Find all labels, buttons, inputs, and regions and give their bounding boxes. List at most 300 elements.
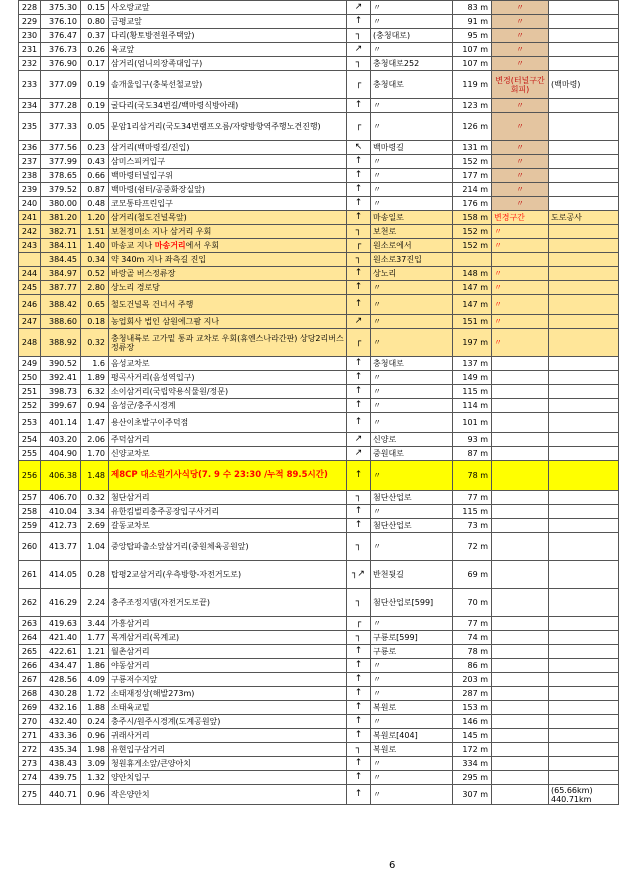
row-number: 240 [19,197,41,211]
route-description: 갈동교차로 [109,519,347,533]
route-description: 삼거리(백마령길/진입) [109,141,347,155]
road-name: 원소로에서 [371,239,453,253]
cumulative-distance: 388.42 [41,295,81,315]
next-distance: 146 m [453,715,492,729]
direction-arrow-icon: ┐ [347,589,371,617]
extra-note [549,371,619,385]
cumulative-distance: 378.65 [41,169,81,183]
next-distance: 214 m [453,183,492,197]
table-row [19,29,619,43]
route-tail: 에서 우회 [185,241,220,250]
table-row [19,701,619,715]
table-row [19,757,619,771]
route-description: 청원휴게소앞/큰양아치 [109,757,347,771]
extra-note [549,433,619,447]
segment-distance: 0.28 [81,561,109,589]
direction-arrow-icon: ↑ [347,505,371,519]
segment-distance: 0.43 [81,155,109,169]
route-description: 다리(황토방전원주택앞) [109,29,347,43]
row-number: 230 [19,29,41,43]
segment-distance: 0.19 [81,99,109,113]
road-name: 〃 [371,757,453,771]
direction-arrow-icon: ↑ [347,267,371,281]
row-number: 256 [19,461,41,491]
segment-distance: 3.44 [81,617,109,631]
row-number: 274 [19,771,41,785]
table-row [19,225,619,239]
extra-note [549,631,619,645]
route-description: 탑평2교삼거리(우측방향-자전거도로) [109,561,347,589]
route-text: 마송교 지나 [111,241,153,250]
extra-note [549,169,619,183]
extra-note [549,519,619,533]
extra-note [549,673,619,687]
note-cell [492,385,549,399]
cumulative-distance: 406.70 [41,491,81,505]
segment-distance: 0.34 [81,253,109,267]
road-name: 상노리 [371,267,453,281]
row-number: 241 [19,211,41,225]
route-description: 평곡사거리(음성역입구) [109,371,347,385]
row-number: 228 [19,1,41,15]
table-row [19,561,619,589]
note-cell [492,461,549,491]
extra-note [549,743,619,757]
segment-distance: 0.37 [81,29,109,43]
segment-distance: 0.05 [81,113,109,141]
row-number: 235 [19,113,41,141]
extra-note: (65.66km) 440.71km [549,785,619,805]
cumulative-distance: 410.04 [41,505,81,519]
note-cell [492,757,549,771]
next-distance: 123 m [453,99,492,113]
direction-arrow-icon: ↑ [347,169,371,183]
table-row [19,197,619,211]
row-number: 275 [19,785,41,805]
direction-arrow-icon: ↑ [347,673,371,687]
next-distance: 95 m [453,29,492,43]
direction-arrow-icon: ↑ [347,281,371,295]
note-cell: 〃 [492,197,549,211]
direction-arrow-icon: ↑ [347,155,371,169]
cumulative-distance: 401.14 [41,413,81,433]
cumulative-distance: 377.28 [41,99,81,113]
next-distance: 153 m [453,701,492,715]
road-name: 〃 [371,1,453,15]
segment-distance: 0.15 [81,1,109,15]
row-number: 245 [19,281,41,295]
route-description [109,239,347,253]
direction-arrow-icon: ↗ [347,1,371,15]
road-name: 〃 [371,673,453,687]
cumulative-distance: 380.00 [41,197,81,211]
road-name: 〃 [371,155,453,169]
segment-distance: 0.80 [81,15,109,29]
route-description: 삼미스피커입구 [109,155,347,169]
road-name: 〃 [371,197,453,211]
note-cell: 〃 [492,141,549,155]
note-cell [492,631,549,645]
cumulative-distance: 377.99 [41,155,81,169]
route-description: 용산이초발구이주덕점 [109,413,347,433]
note-cell: 〃 [492,15,549,29]
note-cell: 〃 [492,225,549,239]
direction-arrow-icon: ┌ [347,329,371,357]
segment-distance: 1.6 [81,357,109,371]
road-name: 〃 [371,505,453,519]
cumulative-distance: 377.56 [41,141,81,155]
route-description: 농업회사 법인 삼원에그팜 지나 [109,315,347,329]
direction-arrow-icon: ↑ [347,659,371,673]
direction-arrow-icon: ↑ [347,701,371,715]
segment-distance: 0.19 [81,71,109,99]
next-distance: 115 m [453,505,492,519]
road-name: 〃 [371,385,453,399]
table-row [19,617,619,631]
extra-note [549,315,619,329]
cumulative-distance: 430.28 [41,687,81,701]
direction-arrow-icon: ↗ [347,447,371,461]
route-description: 사오랑교앞 [109,1,347,15]
segment-distance: 0.24 [81,715,109,729]
road-name: 구룡로 [371,645,453,659]
table-row [19,295,619,315]
direction-arrow-icon: ↑ [347,413,371,433]
extra-note [549,113,619,141]
table-row [19,673,619,687]
table-row [19,155,619,169]
road-name: 중원대로 [371,447,453,461]
road-name: 마송일로 [371,211,453,225]
segment-distance: 1.77 [81,631,109,645]
next-distance: 137 m [453,357,492,371]
next-distance: 152 m [453,225,492,239]
extra-note [549,239,619,253]
row-number: 264 [19,631,41,645]
cumulative-distance: 432.16 [41,701,81,715]
extra-note [549,15,619,29]
note-cell [492,785,549,805]
next-distance: 86 m [453,659,492,673]
cumulative-distance: 414.05 [41,561,81,589]
note-cell [492,617,549,631]
note-cell: 〃 [492,315,549,329]
note-cell: 변경(터널구간회피) [492,71,549,99]
table-row [19,169,619,183]
extra-note [549,43,619,57]
road-name: 충청대로 [371,357,453,371]
direction-arrow-icon: ↑ [347,357,371,371]
extra-note: 도로공사 [549,211,619,225]
note-cell: 〃 [492,99,549,113]
road-name: 〃 [371,771,453,785]
row-number: 246 [19,295,41,315]
note-cell: 〃 [492,329,549,357]
route-description: 신양교차로 [109,447,347,461]
table-row [19,519,619,533]
segment-distance: 1.32 [81,771,109,785]
row-number: 249 [19,357,41,371]
note-cell: 〃 [492,43,549,57]
route-description: 첨단삼거리 [109,491,347,505]
extra-note [549,645,619,659]
direction-arrow-icon: ↑ [347,211,371,225]
next-distance: 114 m [453,399,492,413]
route-description: 약 340m 지나 좌측길 진입 [109,253,347,267]
table-row [19,771,619,785]
row-number: 266 [19,659,41,673]
cumulative-distance: 439.75 [41,771,81,785]
cumulative-distance: 387.77 [41,281,81,295]
road-name: 〃 [371,785,453,805]
table-row [19,589,619,617]
next-distance: 119 m [453,71,492,99]
extra-note [549,399,619,413]
note-cell [492,645,549,659]
cumulative-distance: 384.11 [41,239,81,253]
road-name: 〃 [371,715,453,729]
cumulative-distance: 432.40 [41,715,81,729]
direction-arrow-icon: ↑ [347,461,371,491]
segment-distance: 1.72 [81,687,109,701]
cumulative-distance: 419.63 [41,617,81,631]
extra-note [549,533,619,561]
row-number: 262 [19,589,41,617]
next-distance: 149 m [453,371,492,385]
segment-distance: 2.80 [81,281,109,295]
row-number: 243 [19,239,41,253]
table-row [19,433,619,447]
route-description: 가흥삼거리 [109,617,347,631]
table-row [19,645,619,659]
route-description: 구룡저수지앞 [109,673,347,687]
table-row [19,141,619,155]
route-description: 육교앞 [109,43,347,57]
cumulative-distance: 440.71 [41,785,81,805]
next-distance: 101 m [453,413,492,433]
route-description: 삼거리(엄니의장족대입구) [109,57,347,71]
road-name: 첨단산업로 [371,519,453,533]
note-cell [492,447,549,461]
route-description: 상노리 경로당 [109,281,347,295]
cumulative-distance: 416.29 [41,589,81,617]
table-row [19,371,619,385]
road-name: 첨단산업로[599] [371,589,453,617]
next-distance: 77 m [453,617,492,631]
row-number: 257 [19,491,41,505]
table-row [19,743,619,757]
segment-distance: 3.09 [81,757,109,771]
note-cell: 〃 [492,239,549,253]
segment-distance: 0.48 [81,197,109,211]
next-distance: 145 m [453,729,492,743]
segment-distance: 2.24 [81,589,109,617]
note-cell [492,561,549,589]
extra-note [549,281,619,295]
road-name: 〃 [371,371,453,385]
segment-distance: 0.52 [81,267,109,281]
road-name: 충청대로252 [371,57,453,71]
segment-distance: 1.04 [81,533,109,561]
direction-arrow-icon: ┐ [347,743,371,757]
road-name: 신양로 [371,433,453,447]
direction-arrow-icon: ↑ [347,371,371,385]
next-distance: 158 m [453,211,492,225]
next-distance: 77 m [453,491,492,505]
row-number: 259 [19,519,41,533]
route-description: 귀래사거리 [109,729,347,743]
route-description: 백마령터널입구위 [109,169,347,183]
segment-distance: 2.06 [81,433,109,447]
direction-arrow-icon: ┐ [347,533,371,561]
segment-distance: 0.23 [81,141,109,155]
segment-distance: 0.26 [81,43,109,57]
direction-arrow-icon: ↑ [347,183,371,197]
direction-arrow-icon: ↑ [347,99,371,113]
row-number: 233 [19,71,41,99]
road-name: (충청대로) [371,29,453,43]
next-distance: 131 m [453,141,492,155]
row-number: 254 [19,433,41,447]
table-row [19,399,619,413]
note-cell [492,589,549,617]
road-name: 반천뒷길 [371,561,453,589]
route-description: 바랑골 버스정류장 [109,267,347,281]
note-cell: 〃 [492,295,549,315]
segment-distance: 0.94 [81,399,109,413]
note-cell [492,505,549,519]
row-number: 252 [19,399,41,413]
next-distance: 177 m [453,169,492,183]
cumulative-distance: 404.90 [41,447,81,461]
note-cell [492,399,549,413]
next-distance: 69 m [453,561,492,589]
next-distance: 176 m [453,197,492,211]
direction-arrow-icon: ↑ [347,757,371,771]
next-distance: 91 m [453,15,492,29]
road-name: 복원로 [371,701,453,715]
table-row [19,99,619,113]
page-number: 6 [389,860,396,871]
note-cell [492,371,549,385]
table-row [19,211,619,225]
direction-arrow-icon: ↗ [347,43,371,57]
direction-arrow-icon: ↑ [347,385,371,399]
cumulative-distance: 388.60 [41,315,81,329]
cumulative-distance: 403.20 [41,433,81,447]
road-name: 〃 [371,43,453,57]
note-cell: 〃 [492,113,549,141]
road-name: 첨단산업로 [371,491,453,505]
direction-arrow-icon: ↑ [347,399,371,413]
note-cell [492,357,549,371]
table-row [19,281,619,295]
direction-arrow-icon: ┐ [347,29,371,43]
road-name: 〃 [371,15,453,29]
direction-arrow-icon: ↑ [347,715,371,729]
segment-distance: 1.98 [81,743,109,757]
row-number: 234 [19,99,41,113]
table-row [19,687,619,701]
route-description: 백마령(쉼터/공중화장실앞) [109,183,347,197]
route-description: 코모통타프린입구 [109,197,347,211]
note-cell [492,771,549,785]
segment-distance: 0.96 [81,785,109,805]
route-description: 철도건널목 건너서 주행 [109,295,347,315]
next-distance: 287 m [453,687,492,701]
cumulative-distance: 438.43 [41,757,81,771]
table-row [19,1,619,15]
segment-distance: 2.69 [81,519,109,533]
table-row [19,183,619,197]
segment-distance: 0.32 [81,329,109,357]
note-cell [492,491,549,505]
direction-arrow-icon: ┐ [347,225,371,239]
extra-note [549,447,619,461]
row-number: 269 [19,701,41,715]
cumulative-distance: 434.47 [41,659,81,673]
cumulative-distance: 376.47 [41,29,81,43]
extra-note [549,701,619,715]
cumulative-distance: 422.61 [41,645,81,659]
next-distance: 78 m [453,461,492,491]
cumulative-distance: 421.40 [41,631,81,645]
direction-arrow-icon: ┐ [347,57,371,71]
route-description: 유한킴벌리충주공장입구사거리 [109,505,347,519]
extra-note [549,57,619,71]
table-row [19,631,619,645]
route-description: 음성교차로 [109,357,347,371]
cumulative-distance: 433.36 [41,729,81,743]
road-name: 〃 [371,399,453,413]
direction-arrow-icon: ┌ [347,113,371,141]
extra-note [549,197,619,211]
note-cell [492,659,549,673]
table-row [19,357,619,371]
row-number: 242 [19,225,41,239]
cumulative-distance: 376.73 [41,43,81,57]
next-distance: 78 m [453,645,492,659]
row-number: 270 [19,715,41,729]
table-row [19,113,619,141]
next-distance: 83 m [453,1,492,15]
next-distance: 295 m [453,771,492,785]
extra-note [549,413,619,433]
route-sheet [18,0,618,871]
next-distance: 126 m [453,113,492,141]
next-distance: 334 m [453,757,492,771]
direction-arrow-icon: ↗ [347,315,371,329]
extra-note [549,505,619,519]
road-name: 〃 [371,99,453,113]
road-name: 보천로 [371,225,453,239]
route-description: 소이삼거리(국립약용식물원/정문) [109,385,347,399]
road-name: 〃 [371,617,453,631]
extra-note [549,461,619,491]
next-distance: 87 m [453,447,492,461]
segment-distance: 4.09 [81,673,109,687]
row-number: 267 [19,673,41,687]
note-cell: 〃 [492,155,549,169]
row-number: 271 [19,729,41,743]
segment-distance: 0.18 [81,315,109,329]
row-number: 263 [19,617,41,631]
next-distance: 93 m [453,433,492,447]
road-name: 〃 [371,687,453,701]
road-name: 〃 [371,295,453,315]
road-name: 복원로 [371,743,453,757]
row-number: 232 [19,57,41,71]
